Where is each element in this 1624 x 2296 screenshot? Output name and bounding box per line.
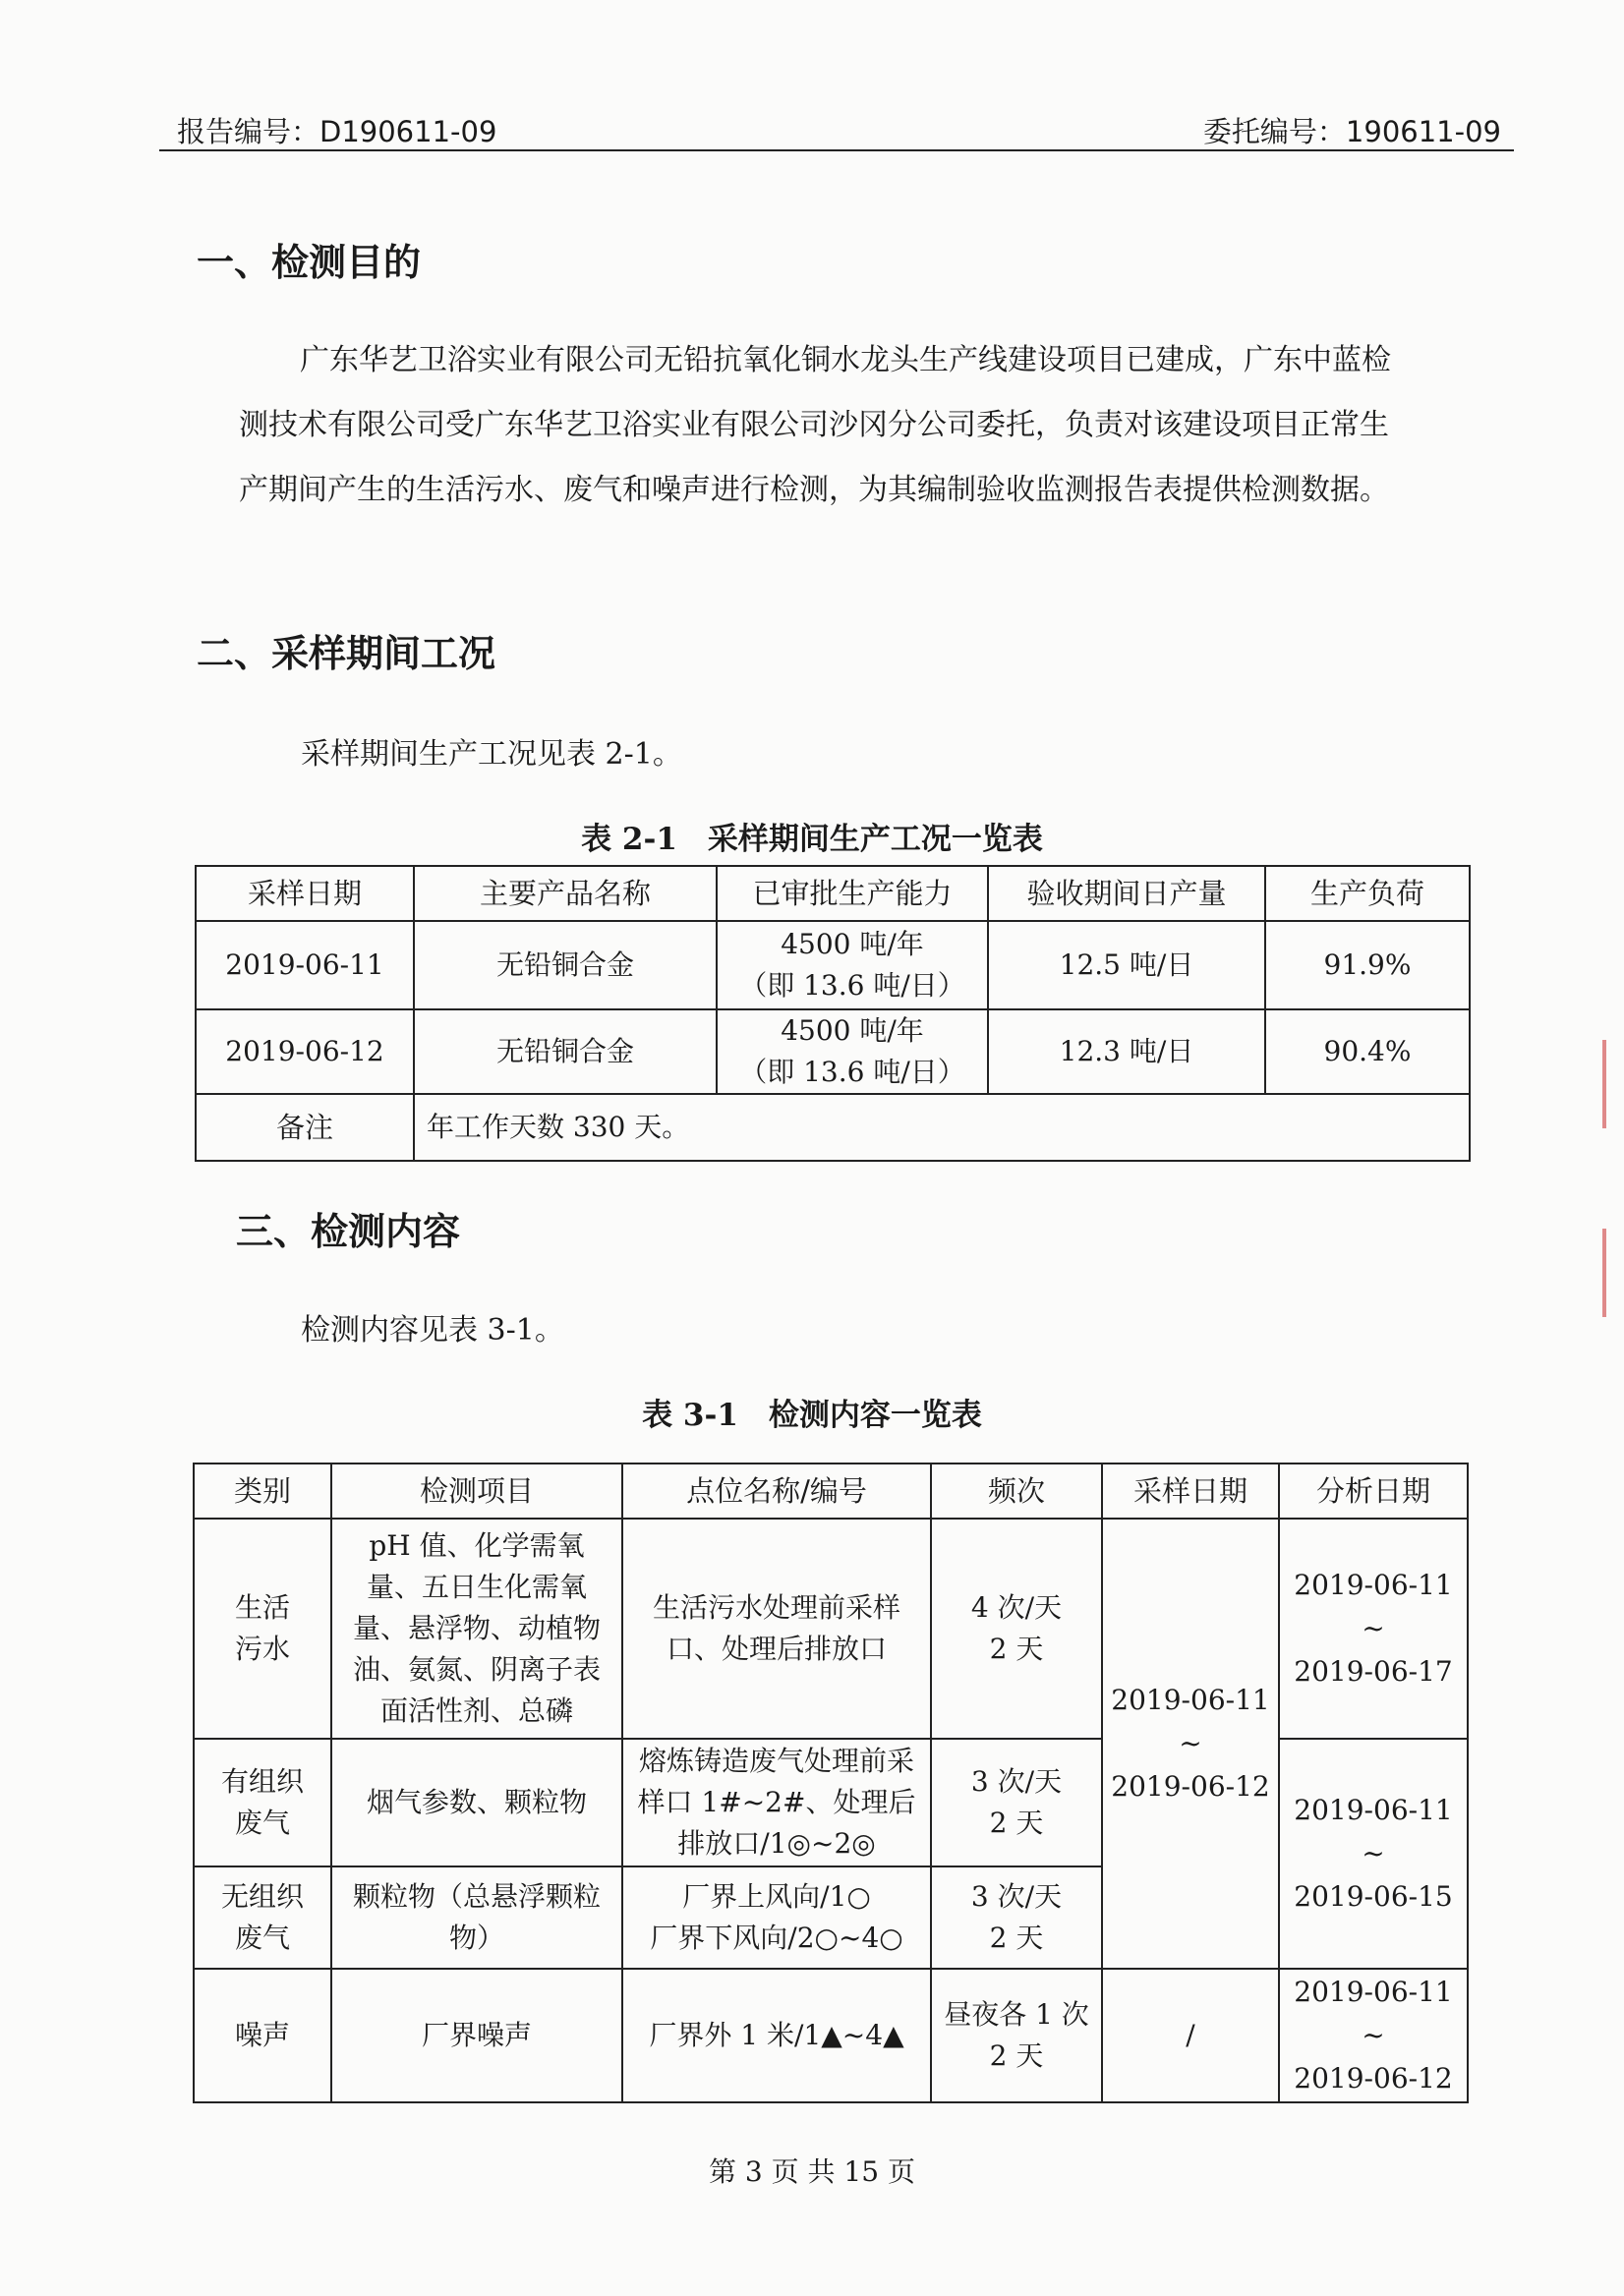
cell-output: 12.3 吨/日 <box>988 1009 1265 1094</box>
seal-stamp-fragment <box>1602 1040 1624 1128</box>
cell-items: 厂界噪声 <box>331 1969 622 2102</box>
col-frequency: 频次 <box>931 1464 1102 1519</box>
section1-paragraph: 广东华艺卫浴实业有限公司无铅抗氧化铜水龙头生产线建设项目已建成，广东中蓝检测技术有限公司受广东华艺卫浴实业有限公司沙冈分公司委托，负责对该建设项目正常生产期间产生的生活污水、废气和噪声进行检测，为其编制验收监测报告表提供检测数据。 <box>239 343 1391 507</box>
col-daily-output: 验收期间日产量 <box>988 866 1265 921</box>
cell-items: 颗粒物（总悬浮颗粒物） <box>331 1866 622 1969</box>
col-test-items: 检测项目 <box>331 1464 622 1519</box>
cell-analysis-date: 2019-06-11 ~ 2019-06-15 <box>1279 1739 1468 1969</box>
cell-sampling-date: / <box>1102 1969 1279 2102</box>
col-approved-capacity: 已审批生产能力 <box>717 866 988 921</box>
cell-items: 烟气参数、颗粒物 <box>331 1739 622 1866</box>
table-3-1 <box>193 1463 1469 2103</box>
cell-analysis-date: 2019-06-11 ~ 2019-06-12 <box>1279 1969 1468 2102</box>
table-2-1-header-row <box>196 866 1470 921</box>
cell-analysis-date: 2019-06-11 ~ 2019-06-17 <box>1279 1519 1468 1739</box>
table-remark-row <box>196 1094 1470 1161</box>
cell-category: 噪声 <box>194 1969 331 2102</box>
cell-product: 无铅铜合金 <box>414 921 717 1009</box>
seal-stamp-fragment <box>1602 1229 1624 1317</box>
cell-category: 无组织废气 <box>194 1866 331 1969</box>
cell-frequency: 3 次/天 2 天 <box>931 1739 1102 1866</box>
cell-capacity: 4500 吨/年 （即 13.6 吨/日） <box>717 1009 988 1094</box>
table-row <box>194 1969 1468 2102</box>
table-2-1-caption: 表 2-1 采样期间生产工况一览表 <box>581 822 1043 857</box>
col-sampling-date: 采样日期 <box>1102 1464 1279 1519</box>
report-number: 报告编号：D190611-09 <box>177 115 497 148</box>
table-row <box>194 1519 1468 1739</box>
table-3-1-caption: 表 3-1 检测内容一览表 <box>642 1398 982 1433</box>
cell-load: 90.4% <box>1265 1009 1470 1094</box>
col-point-name: 点位名称/编号 <box>622 1464 931 1519</box>
cell-category: 有组织废气 <box>194 1739 331 1866</box>
cell-frequency: 4 次/天 2 天 <box>931 1519 1102 1739</box>
col-product-name: 主要产品名称 <box>414 866 717 921</box>
cell-items: pH 值、化学需氧量、五日生化需氧量、悬浮物、动植物油、氨氮、阴离子表面活性剂、总磷 <box>331 1519 622 1739</box>
section1-title: 一、检测目的 <box>197 241 422 284</box>
cell-date: 2019-06-12 <box>196 1009 414 1094</box>
section2-intro: 采样期间生产工况见表 2-1。 <box>301 737 682 772</box>
cell-points: 厂界上风向/1○ 厂界下风向/2○~4○ <box>622 1866 931 1969</box>
cell-points: 熔炼铸造废气处理前采样口 1#~2#、处理后排放口/1◎~2◎ <box>622 1739 931 1866</box>
section2-title: 二、采样期间工况 <box>197 632 496 675</box>
table-row <box>196 1009 1470 1094</box>
table-row <box>196 921 1470 1009</box>
remark-text: 年工作天数 330 天。 <box>414 1094 1470 1161</box>
cell-points: 厂界外 1 米/1▲~4▲ <box>622 1969 931 2102</box>
col-production-load: 生产负荷 <box>1265 866 1470 921</box>
cell-category: 生活污水 <box>194 1519 331 1739</box>
cell-output: 12.5 吨/日 <box>988 921 1265 1009</box>
cell-sampling-date-merged: 2019-06-11 ~ 2019-06-12 <box>1102 1519 1279 1969</box>
section3-intro: 检测内容见表 3-1。 <box>301 1313 564 1348</box>
cell-capacity: 4500 吨/年 （即 13.6 吨/日） <box>717 921 988 1009</box>
entrust-number: 委托编号：190611-09 <box>1202 115 1501 148</box>
header-divider <box>159 149 1514 151</box>
col-category: 类别 <box>194 1464 331 1519</box>
section3-title: 三、检测内容 <box>236 1210 461 1253</box>
table-2-1 <box>195 865 1471 1162</box>
cell-load: 91.9% <box>1265 921 1470 1009</box>
cell-points: 生活污水处理前采样口、处理后排放口 <box>622 1519 931 1739</box>
remark-label: 备注 <box>196 1094 414 1161</box>
cell-frequency: 3 次/天 2 天 <box>931 1866 1102 1969</box>
cell-product: 无铅铜合金 <box>414 1009 717 1094</box>
page-number: 第 3 页 共 15 页 <box>709 2155 915 2188</box>
col-analysis-date: 分析日期 <box>1279 1464 1468 1519</box>
col-sample-date: 采样日期 <box>196 866 414 921</box>
cell-frequency: 昼夜各 1 次 2 天 <box>931 1969 1102 2102</box>
table-3-1-header-row <box>194 1464 1468 1519</box>
cell-date: 2019-06-11 <box>196 921 414 1009</box>
